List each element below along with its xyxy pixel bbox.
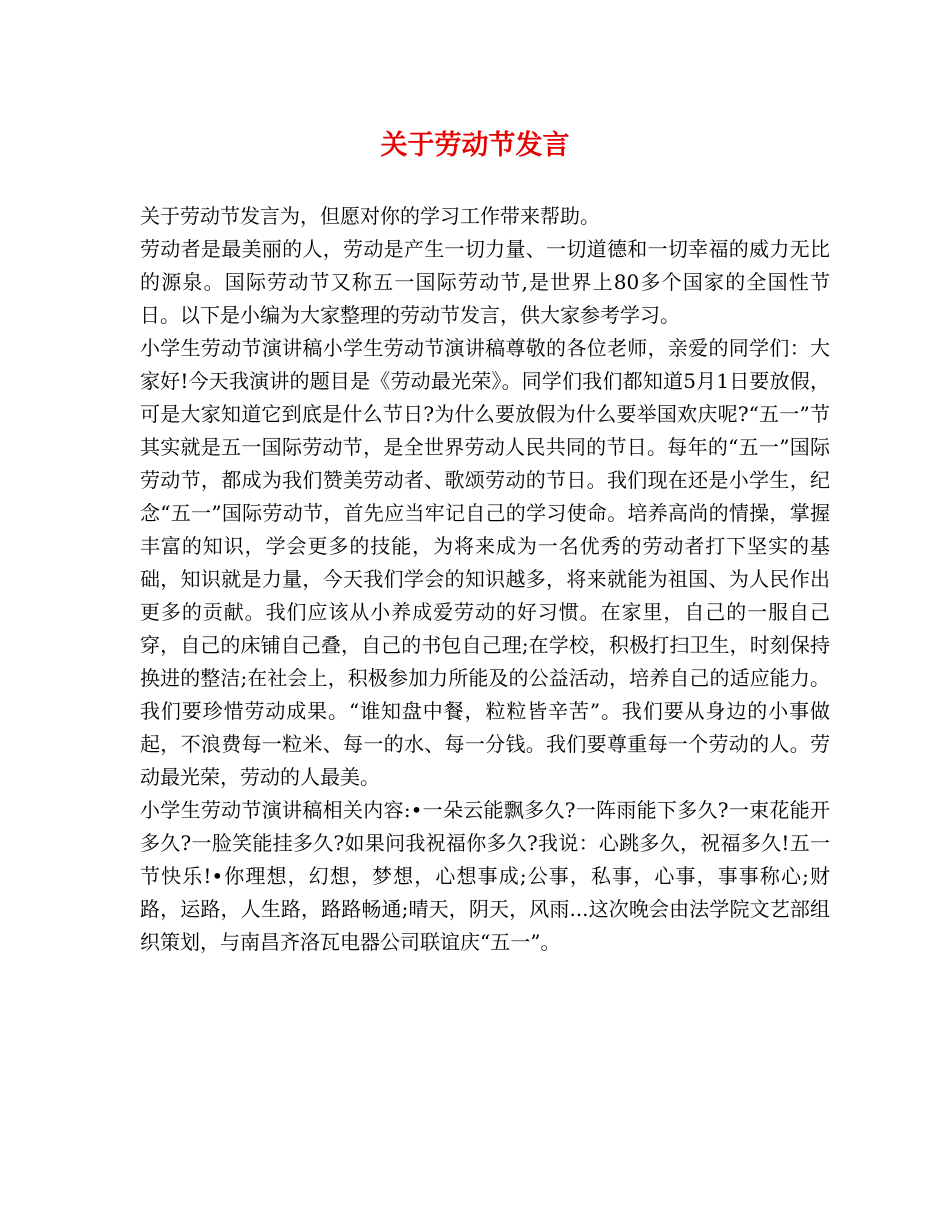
paragraph-intro: 关于劳动节发言为，但愿对你的学习工作带来帮助。 <box>140 204 600 228</box>
paragraph-related-content: 小学生劳动节演讲稿相关内容:•一朵云能飘多久?一阵雨能下多久?一束花能开多久?一脸笑能挂多久?如果问我祝福你多久?我说：心跳多久，祝福多久!五一节快乐!•你理想，幻想，梦想，心想事成;公事，私事，心事，事事称心;财路，运路，人生路，路路畅通;晴天，阴天，风雨...这次晚会由法学院文艺部组织策划，与南昌齐洛瓦电器公司联谊庆“五一”。 <box>140 798 830 954</box>
document-body <box>140 200 830 959</box>
paragraph-labor-overview: 劳动者是最美丽的人，劳动是产生一切力量、一切道德和一切幸福的威力无比的源泉。国际劳动节又称五一国际劳动节,是世界上80多个国家的全国性节日。以下是小编为大家整理的劳动节发言，供大家参考学习。 <box>140 237 830 327</box>
paragraph-speech: 小学生劳动节演讲稿小学生劳动节演讲稿尊敬的各位老师，亲爱的同学们：大家好!今天我演讲的题目是《劳动最光荣》。同学们我们都知道5月1日要放假，可是大家知道它到底是什么节日?为什么要放假为什么要举国欢庆呢?“五一”节其实就是五一国际劳动节，是全世界劳动人民共同的节日。每年的“五一”国际劳动节，都成为我们赞美劳动者、歌颂劳动的节日。我们现在还是小学生，纪念“五一”国际劳动节，首先应当牢记自己的学习使命。培养高尚的情操，掌握丰富的知识，学会更多的技能，为将来成为一名优秀的劳动者打下坚实的基础，知识就是力量，今天我们学会的知识越多，将来就能为祖国、为人民作出更多的贡献。我们应该从小养成爱劳动的好习惯。在家里，自己的一服自己穿，自己的床铺自己叠，自己的书包自己理;在学校，积极打扫卫生，时刻保持换进的整洁;在社会上，积极参加力所能及的公益活动，培养自己的适应能力。我们要珍惜劳动成果。“谁知盘中餐，粒粒皆辛苦”。我们要从身边的小事做起，不浪费每一粒米、每一的水、每一分钱。我们要尊重每一个劳动的人。劳动最光荣，劳动的人最美。 <box>140 336 830 789</box>
page-title: 关于劳动节发言 <box>380 130 570 161</box>
